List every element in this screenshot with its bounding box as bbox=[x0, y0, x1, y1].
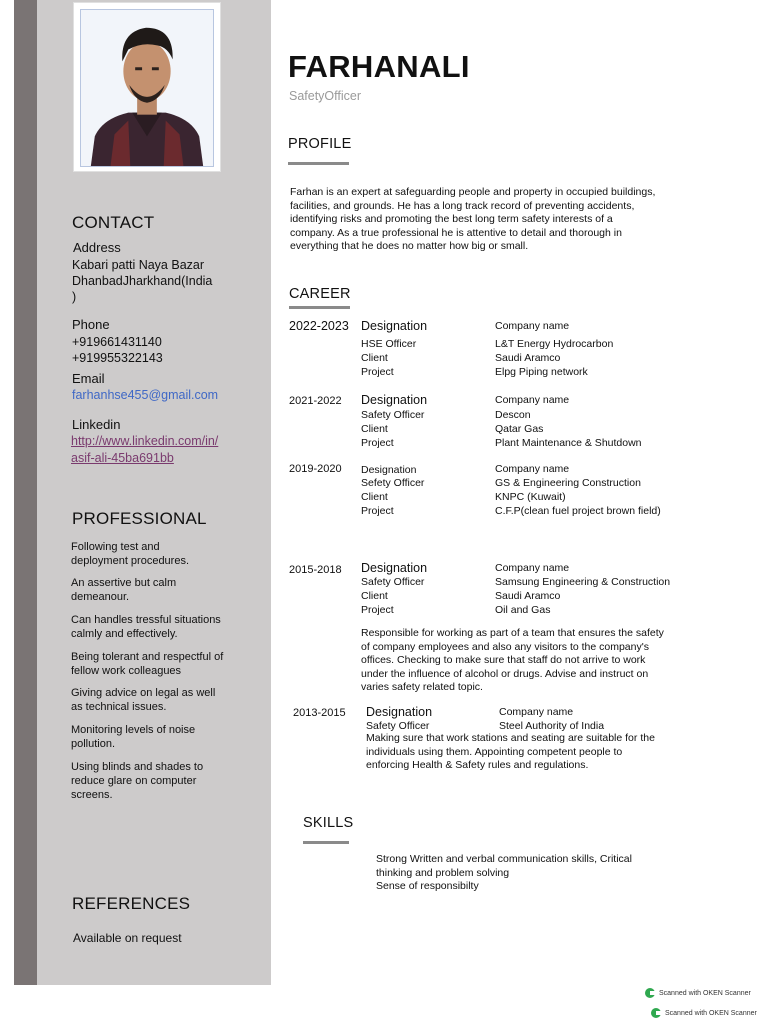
career-row-value: Saudi Aramco bbox=[495, 352, 561, 364]
professional-item bbox=[71, 576, 233, 604]
description-line: offices. Checking to make sure that staff do not arrive to work bbox=[361, 654, 646, 666]
career-row-value: Qatar Gas bbox=[495, 423, 544, 435]
profile-line: Farhan is an expert at safeguarding people and property in occupied buildings, bbox=[290, 186, 656, 198]
career-company-label: Company name bbox=[499, 706, 574, 718]
watermark-text: Scanned with OKEN Scanner bbox=[665, 1009, 757, 1017]
career-row-label: Client bbox=[361, 491, 388, 503]
description-line: enforcing Health & Safety rules and regulations. bbox=[366, 759, 589, 771]
section-divider bbox=[303, 841, 349, 844]
career-row-value: Plant Maintenance & Shutdown bbox=[495, 437, 642, 449]
professional-line: Using blinds and shades to bbox=[71, 761, 204, 773]
email-link[interactable]: farhanhse455@gmail.com bbox=[72, 388, 219, 402]
professional-line: calmly and effectively. bbox=[71, 628, 178, 640]
linkedin-line: asif-ali-45ba691bb bbox=[71, 451, 174, 465]
skills-text bbox=[376, 853, 632, 894]
career-designation-label: Designation bbox=[361, 561, 428, 575]
career-row-value: Oil and Gas bbox=[495, 604, 551, 616]
career-company-label: Company name bbox=[495, 320, 570, 332]
career-values bbox=[495, 575, 670, 617]
professional-item bbox=[71, 760, 221, 802]
career-labels bbox=[361, 476, 424, 518]
professional-line: fellow work colleagues bbox=[71, 665, 182, 677]
career-row-value: Saudi Aramco bbox=[495, 590, 561, 602]
description-line: Making sure that work stations and seating are suitable for the bbox=[366, 732, 655, 744]
phone-number: +919661431140 bbox=[72, 335, 162, 349]
career-row-label: Project bbox=[361, 604, 394, 616]
career-row-label: Project bbox=[361, 366, 394, 378]
watermark-text: Scanned with OKEN Scanner bbox=[659, 989, 751, 997]
career-years: 2019-2020 bbox=[289, 463, 342, 475]
section-divider bbox=[289, 306, 350, 309]
address-text bbox=[72, 257, 212, 305]
phone-number: +919955322143 bbox=[72, 351, 163, 365]
career-row-label: Safety Officer bbox=[361, 409, 425, 421]
career-designation-label: Designation bbox=[361, 393, 428, 407]
profile-text bbox=[290, 186, 655, 254]
career-years: 2021-2022 bbox=[289, 395, 342, 407]
career-row-value: Steel Authority of India bbox=[499, 720, 605, 732]
email-label: Email bbox=[72, 371, 105, 386]
professional-line: An assertive but calm bbox=[71, 577, 177, 589]
career-row-label: HSE Officer bbox=[361, 338, 417, 350]
career-row-value: KNPC (Kuwait) bbox=[495, 491, 566, 503]
linkedin-line: http://www.linkedin.com/in/ bbox=[71, 434, 219, 448]
description-line: Responsible for working as part of a team that ensures the safety bbox=[361, 627, 664, 639]
professional-line: as technical issues. bbox=[71, 701, 167, 713]
career-labels bbox=[361, 337, 416, 379]
career-row-value: Elpg Piping network bbox=[495, 366, 588, 378]
skills-heading: SKILLS bbox=[303, 815, 354, 831]
description-line: of company employees and also any visitors to the company's bbox=[361, 640, 649, 653]
professional-heading: PROFESSIONAL bbox=[72, 509, 207, 528]
references-text: Available on request bbox=[73, 931, 182, 945]
linkedin-link[interactable] bbox=[71, 433, 218, 467]
career-designation-label: Designation bbox=[361, 464, 417, 476]
scanner-logo-icon bbox=[651, 1008, 661, 1018]
career-years: 2022-2023 bbox=[289, 319, 349, 333]
career-values bbox=[495, 337, 613, 379]
career-company-label: Company name bbox=[495, 463, 570, 475]
skills-line: Sense of responsibilty bbox=[376, 880, 479, 892]
professional-line: Being tolerant and respectful of bbox=[71, 651, 224, 663]
career-row-label: Sefety Officer bbox=[361, 477, 425, 489]
professional-item bbox=[71, 613, 251, 641]
scanner-watermark bbox=[645, 988, 751, 998]
professional-item bbox=[71, 723, 233, 751]
address-line: Kabari patti Naya Bazar bbox=[72, 258, 205, 272]
career-row-label: Client bbox=[361, 423, 388, 435]
career-row-label: Safety Officer bbox=[366, 720, 430, 732]
profile-line: facilities, and grounds. He has a long track record of preventing accidents, bbox=[290, 199, 635, 212]
career-labels bbox=[361, 408, 424, 450]
scanner-watermark bbox=[651, 1008, 757, 1018]
career-description bbox=[366, 732, 655, 773]
career-row-label: Client bbox=[361, 590, 388, 602]
profile-line: identifying risks and promoting the best long term safety interests of a bbox=[290, 213, 613, 225]
career-company-label: Company name bbox=[495, 394, 570, 406]
career-heading: CAREER bbox=[289, 286, 351, 302]
professional-line: reduce glare on computer bbox=[71, 775, 197, 787]
career-designation-label: Designation bbox=[366, 705, 433, 719]
description-line: varies safety related topic. bbox=[361, 681, 483, 693]
candidate-name: FARHANALI bbox=[288, 49, 470, 84]
career-row-label: Safety Officer bbox=[361, 576, 425, 588]
professional-line: demeanour. bbox=[71, 591, 130, 603]
description-line: individuals using them. Appointing competent people to bbox=[366, 745, 623, 758]
profile-heading: PROFILE bbox=[288, 136, 352, 152]
contact-heading: CONTACT bbox=[72, 213, 155, 232]
skills-line: Strong Written and verbal communication skills, Critical bbox=[376, 853, 632, 865]
phone-label: Phone bbox=[72, 317, 110, 332]
career-values bbox=[495, 408, 642, 450]
career-labels bbox=[361, 575, 424, 617]
career-years: 2013-2015 bbox=[293, 707, 346, 719]
career-row-label: Project bbox=[361, 505, 394, 517]
phone-numbers bbox=[72, 334, 163, 366]
professional-item bbox=[71, 540, 233, 568]
professional-line: screens. bbox=[71, 789, 113, 801]
scanner-logo-icon bbox=[645, 988, 655, 998]
career-row-value: C.F.P(clean fuel project brown field) bbox=[495, 505, 661, 517]
career-designation-label: Designation bbox=[361, 319, 428, 333]
career-years: 2015-2018 bbox=[289, 564, 342, 576]
career-row-value: Samsung Engineering & Construction bbox=[495, 576, 671, 588]
profile-line: everything that he does no matter how big or small. bbox=[290, 240, 529, 252]
career-description bbox=[361, 627, 664, 695]
skills-line: thinking and problem solving bbox=[376, 866, 510, 879]
career-row-label: Client bbox=[361, 352, 388, 364]
address-line: DhanbadJharkhand(India bbox=[72, 274, 213, 288]
career-row-label: Project bbox=[361, 437, 394, 449]
description-line: under the influence of alcohol or drugs. Advise and instruct on bbox=[361, 667, 649, 680]
linkedin-label: Linkedin bbox=[72, 417, 121, 432]
professional-line: pollution. bbox=[71, 738, 116, 750]
professional-line: Can handles tressful situations bbox=[71, 614, 221, 626]
section-divider bbox=[288, 162, 349, 165]
professional-item bbox=[71, 650, 251, 678]
career-company-label: Company name bbox=[495, 562, 570, 574]
career-row-value: Descon bbox=[495, 409, 531, 421]
address-label: Address bbox=[73, 240, 121, 255]
address-line: ) bbox=[72, 290, 77, 304]
career-values bbox=[495, 476, 661, 518]
job-title: SafetyOfficer bbox=[289, 89, 362, 103]
references-heading: REFERENCES bbox=[72, 894, 191, 913]
career-row-value: GS & Engineering Construction bbox=[495, 477, 641, 489]
profile-photo bbox=[73, 2, 221, 172]
professional-line: Giving advice on legal as well bbox=[71, 687, 216, 699]
professional-line: Monitoring levels of noise bbox=[71, 724, 196, 736]
professional-line: Following test and bbox=[71, 541, 160, 553]
profile-line: company. As a true professional he is attentive to detail and thorough in bbox=[290, 226, 622, 239]
professional-item bbox=[71, 686, 251, 714]
avatar bbox=[80, 9, 214, 167]
career-row-value: L&T Energy Hydrocarbon bbox=[495, 338, 614, 350]
sidebar-accent-strip bbox=[14, 0, 37, 985]
professional-line: deployment procedures. bbox=[71, 555, 190, 567]
